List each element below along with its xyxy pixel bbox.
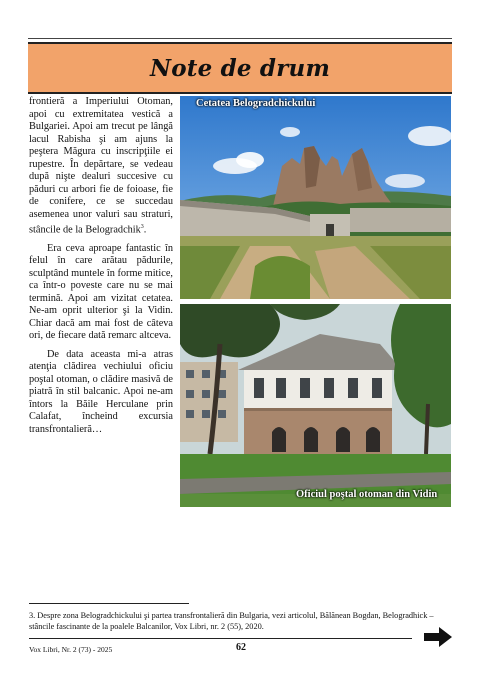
footnote-rule bbox=[29, 603, 189, 604]
page-number: 62 bbox=[236, 642, 246, 653]
fortress-caption: Cetatea Belogradchickului bbox=[196, 98, 316, 109]
footnote-ref[interactable]: 3 bbox=[140, 224, 144, 230]
section-banner bbox=[28, 42, 452, 94]
post-office-caption: Oficiul poştal otoman din Vidin bbox=[296, 489, 438, 500]
paragraph-1: frontieră a Imperiului Otoman, apoi cu extremitatea vestică a Bulgariei. Apoi am trecut pe lângă lacul Rabisha şi am ajuns la peştera Măgura cu inscripţiile ei rupestre. În depărtare, se vedeau după nişte dealuri succesive cu păduri cu arbori fie de foioase, fie de conifere, ce se succedau asemenea unor valuri sau straturi, stâncile de la Belogradchik$^3$. bbox=[29, 96, 173, 236]
arrow-right-icon[interactable] bbox=[424, 627, 452, 651]
footnote: 3. Despre zona Belogradchickului şi partea transfrontalieră din Bulgaria, vezi articolul, Bălănean Bogdan, Belogradhick – stâncile fascinante de la poalele Balcanilor, Vox Libri, nr. 2 (55), 2020. bbox=[29, 611, 434, 631]
fortress-photo bbox=[180, 96, 451, 299]
journal-info: Vox Libri, Nr. 2 (73) - 2025 bbox=[29, 645, 113, 654]
post-office-photo bbox=[180, 304, 451, 507]
paragraph-3: De data aceasta mi-a atras atenţia clădirea vechiului oficiu poştal otoman, o clădire masivă de piatră în stil balcanic. Apoi ne-am întors la Băile Herculane prin Calafat, încheind excursia transfrontalieră… bbox=[29, 348, 173, 435]
footer-rule bbox=[29, 638, 412, 639]
section-title: Note de drum bbox=[149, 54, 330, 82]
top-rule bbox=[28, 38, 452, 39]
article-text bbox=[29, 96, 173, 442]
paragraph-2: Era ceva aproape fantastic în felul în care arătau pădurile, sculptând muntele în forme mitice, ca într-o poveste care nu se mai termină. Apoi am vizitat cetatea. Ne-am oprit ulterior şi la Vidin. Chiar dacă am mai fost de câteva ori, de fiecare dată remarc altceva. bbox=[29, 242, 173, 342]
